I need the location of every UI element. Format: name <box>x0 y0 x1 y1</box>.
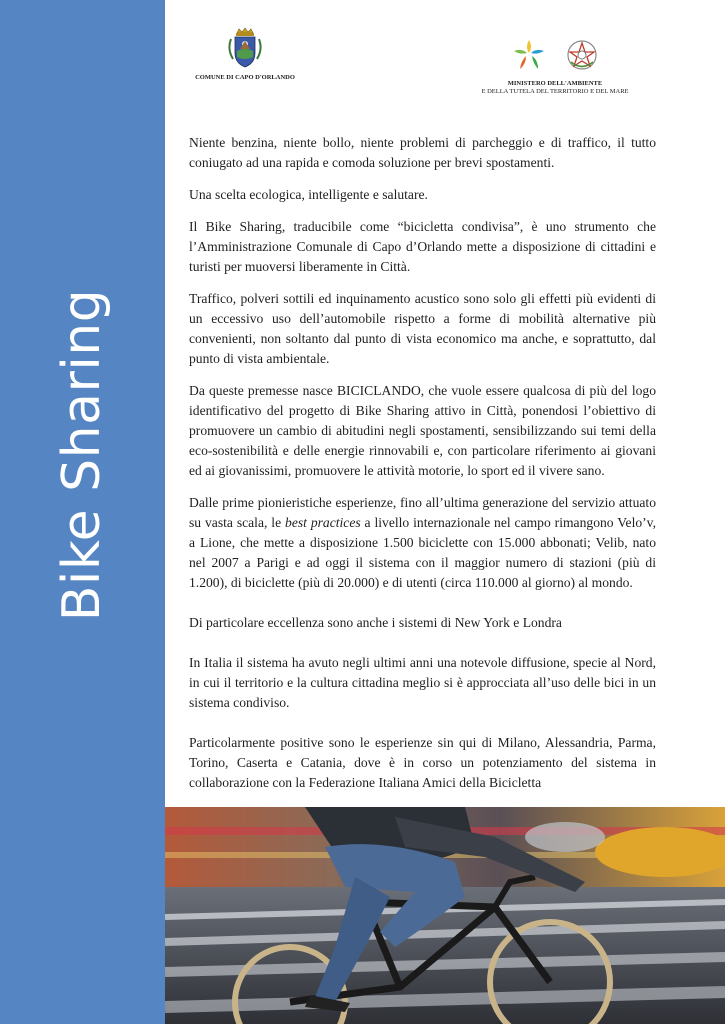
paragraph: In Italia il sistema ha avuto negli ultimi anni una notevole diffusione, specie al Nord, in cui il territorio e la cultura cittadina meglio si è approcciata all’uso delle bici in un sistema condiviso. <box>189 655 656 710</box>
comune-caption: COMUNE DI CAPO D'ORLANDO <box>195 74 295 81</box>
italian-emblem-icon <box>565 38 599 72</box>
paragraph: Traffico, polveri sottili ed inquinamento acustico sono solo gli effetti più evidenti di un eccessivo uso dell’automobile rispetto a forme di mobilità alternative più convenienti, non soltanto dal punto di vista economico ma anche, e soprattutto, dal punto di vista ambientale. <box>189 291 656 366</box>
star-leaves-icon <box>511 37 547 73</box>
paragraph: Di particolare eccellenza sono anche i sistemi di New York e Londra <box>189 615 562 630</box>
article-body <box>189 133 656 805</box>
paragraph: Niente benzina, niente bollo, niente problemi di parcheggio e di traffico, il tutto coniugato ad una rapida e comoda soluzione per brevi spostamenti. <box>189 135 656 170</box>
sidebar <box>0 0 165 1024</box>
paragraph: Una scelta ecologica, intelligente e salutare. <box>189 187 428 202</box>
paragraph: Il Bike Sharing, traducibile come “bicicletta condivisa”, è uno strumento che l’Amministrazione Comunale di Capo d’Orlando mette a disposizione di cittadini e turisti per muoversi liberamente in Città. <box>189 219 656 274</box>
ministero-logos <box>470 36 640 96</box>
cyclist-illustration <box>165 807 725 1024</box>
comune-logo <box>190 30 300 82</box>
paragraph-text: a livello internazionale nel campo rimangono Velo’v, a Lione, che mette a disposizione 1.500 biciclette con 15.000 abbonati; Velib, nato nel 2007 a Parigi e ad oggi il sistema con il maggior numero di stazioni (più di 1.200), di biciclette (più di 20.000) e di utenti (circa 110.000 al giorno) al mondo. <box>189 515 656 590</box>
paragraph: Da queste premesse nasce BICICLANDO, che vuole essere qualcosa di più del logo identificativo del progetto di Bike Sharing attivo in Città, ponendosi l’obiettivo di promuovere un cambio di abitudini negli spostamenti, sensibilizzando sui temi della eco-sostenibilità e delle energie rinnovabili e, con particolare riferimento ai giovani ed ai giovanissimi, promuovere le attività motorie, lo sport ed il vivere sano. <box>189 383 656 478</box>
paragraph: Particolarmente positive sono le esperienze sin qui di Milano, Alessandria, Parma, Torino, Caserta e Catania, dove è in corso un potenziamento del sistema in collaborazione con la Federazione Italiana Amici della Bicicletta <box>189 735 656 790</box>
paragraph-text: Dalle prime pionieristiche esperienze, fino all’ultima generazione del servizio attuato su vasta scala, le <box>189 495 656 530</box>
coat-of-arms-icon <box>225 27 265 71</box>
cyclist-photo <box>165 807 725 1024</box>
ministero-caption-line2: E DELLA TUTELA DEL TERRITORIO E DEL MARE <box>481 88 629 95</box>
paragraph <box>189 493 656 593</box>
emphasis-text: best practices <box>285 515 361 530</box>
sidebar-title: Bike Sharing <box>52 288 112 622</box>
ministero-caption-line1: MINISTERO DELL'AMBIENTE <box>507 80 603 87</box>
